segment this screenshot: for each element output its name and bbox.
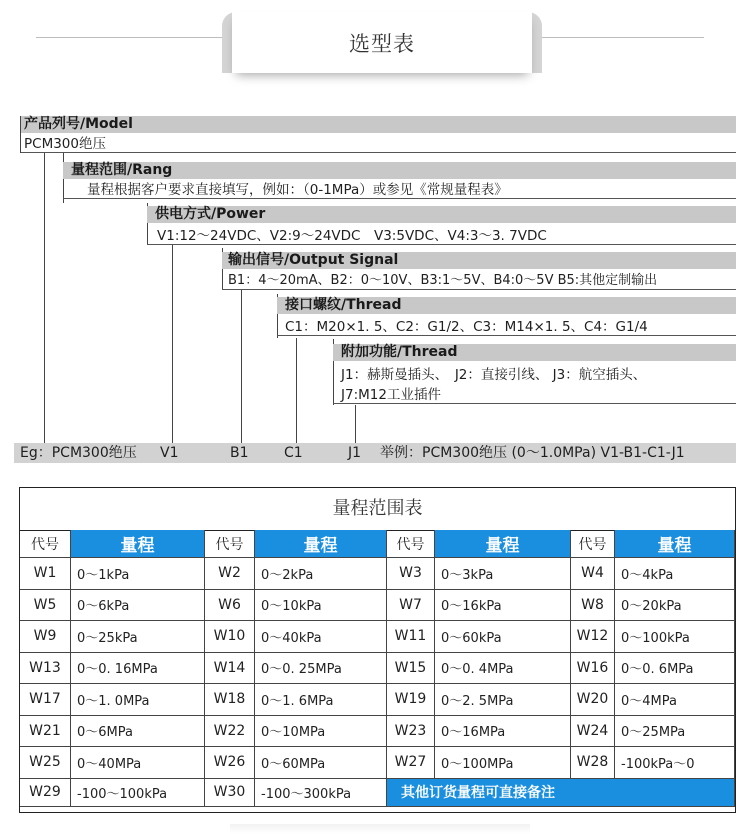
range-value: 0～4kPa: [615, 558, 735, 590]
range-code: W11: [387, 621, 435, 653]
range-code: W10: [205, 621, 255, 653]
range-code: W28: [571, 747, 615, 779]
addon-value-line1: J1：赫斯曼插头、 J2：直接引线、 J3：航空插头、: [341, 367, 647, 383]
output-value: B1：4～20mA、B2：0～10V、B3:1～5V、B4:0～5V B5:其他定制输出: [222, 272, 736, 290]
range-value: 0～1. 6MPa: [255, 684, 387, 716]
range-code: W25: [20, 747, 71, 779]
range-value: 0～0. 6MPa: [615, 653, 735, 685]
range-value: 0～40kPa: [255, 621, 387, 653]
header-code: 代号: [20, 530, 71, 558]
example-c: C1: [284, 445, 303, 461]
connector-power: [172, 245, 173, 443]
connector-addon: [355, 405, 356, 443]
example-v: V1: [160, 445, 179, 461]
range-value: 0～10kPa: [255, 590, 387, 622]
power-value: V1:12～24VDC、V2:9～24VDC V3:5VDC、V4:3～3. 7VDC: [147, 227, 736, 245]
range-code: W15: [387, 653, 435, 685]
model-value: PCM300绝压: [20, 135, 736, 153]
range-table: [19, 487, 736, 813]
range-code: W26: [205, 747, 255, 779]
page-title: 选型表: [232, 12, 532, 73]
range-code: W5: [20, 590, 71, 622]
range-value: 0～16MPa: [435, 716, 571, 748]
range-code: W18: [205, 684, 255, 716]
range-code: W30: [205, 779, 255, 807]
range-value: 0～25MPa: [615, 716, 735, 748]
range-code: W29: [20, 779, 71, 807]
header-range: 量程: [255, 530, 387, 558]
range-code: W27: [387, 747, 435, 779]
connector-thread: [296, 338, 297, 443]
custom-range-note: 其他订货量程可直接备注: [387, 779, 735, 807]
range-code: W9: [20, 621, 71, 653]
thread-value: C1：M20×1. 5、C2：G1/2、C3：M14×1. 5、C4：G1/4: [277, 318, 736, 336]
range-value: 0～10MPa: [255, 716, 387, 748]
range-value: 0～20kPa: [615, 590, 735, 622]
example-bar: [14, 443, 736, 463]
range-code: W23: [387, 716, 435, 748]
range-code: W24: [571, 716, 615, 748]
title-rule-right: [538, 37, 704, 38]
header-range: 量程: [435, 530, 571, 558]
range-value: 0～100kPa: [615, 621, 735, 653]
range-value: 0～60MPa: [255, 747, 387, 779]
range-code: W1: [20, 558, 71, 590]
header-range: 量程: [71, 530, 205, 558]
example-b: B1: [230, 445, 249, 461]
range-header: 量程范围/Rang: [63, 162, 736, 179]
range-value: 0～60kPa: [435, 621, 571, 653]
header-code: 代号: [571, 530, 615, 558]
range-code: W16: [571, 653, 615, 685]
range-code: W12: [571, 621, 615, 653]
range-code: W8: [571, 590, 615, 622]
example-label: Eg：PCM300绝压: [20, 445, 137, 461]
range-code: W7: [387, 590, 435, 622]
range-value: 0～25kPa: [71, 621, 205, 653]
power-header: 供电方式/Power: [147, 206, 736, 223]
range-value: 0～1kPa: [71, 558, 205, 590]
range-code: W21: [20, 716, 71, 748]
range-value: 0～2. 5MPa: [435, 684, 571, 716]
range-code: W20: [571, 684, 615, 716]
range-code: W3: [387, 558, 435, 590]
thread-header: 接口螺纹/Thread: [277, 297, 736, 314]
connector-output: [241, 290, 242, 443]
range-value: 0～0. 4MPa: [435, 653, 571, 685]
range-value: 量程根据客户要求直接填写，例如：（0-1MPa）或参见《常规量程表》: [63, 181, 736, 199]
range-value: 0～2kPa: [255, 558, 387, 590]
header-code: 代号: [205, 530, 255, 558]
range-code: W22: [205, 716, 255, 748]
range-value: 0～16kPa: [435, 590, 571, 622]
model-header: 产品列号/Model: [20, 116, 736, 133]
output-header: 输出信号/Output Signal: [222, 252, 736, 269]
range-value: 0～4MPa: [615, 684, 735, 716]
range-table-title: 量程范围表: [20, 488, 735, 531]
range-code: W14: [205, 653, 255, 685]
range-value: 0～3kPa: [435, 558, 571, 590]
example-text: 举例：PCM300绝压 (0～1.0MPa) V1-B1-C1-J1: [380, 445, 685, 461]
range-value: 0～1. 0MPa: [71, 684, 205, 716]
header-code: 代号: [387, 530, 435, 558]
model-left-edge: [20, 116, 21, 153]
range-code: W6: [205, 590, 255, 622]
range-value: 0～0. 16MPa: [71, 653, 205, 685]
range-value: -100～100kPa: [71, 779, 205, 807]
example-j: J1: [348, 445, 362, 461]
range-code: W4: [571, 558, 615, 590]
range-value: 0～100MPa: [435, 747, 571, 779]
range-code: W19: [387, 684, 435, 716]
bottom-shadow: [230, 824, 530, 834]
range-value: 0～0. 25MPa: [255, 653, 387, 685]
addon-header: 附加功能/Thread: [333, 344, 736, 361]
range-value: -100～300kPa: [255, 779, 387, 807]
connector-model: [44, 153, 45, 443]
range-value: -100kPa～0: [615, 747, 735, 779]
range-code: W2: [205, 558, 255, 590]
range-value: 0～6kPa: [71, 590, 205, 622]
addon-value-line2: J7:M12工业插件: [333, 386, 736, 404]
range-value: 0～40MPa: [71, 747, 205, 779]
range-value: 0～6MPa: [71, 716, 205, 748]
range-code: W13: [20, 653, 71, 685]
range-code: W17: [20, 684, 71, 716]
header-range: 量程: [615, 530, 735, 558]
title-rule-left: [36, 37, 226, 38]
